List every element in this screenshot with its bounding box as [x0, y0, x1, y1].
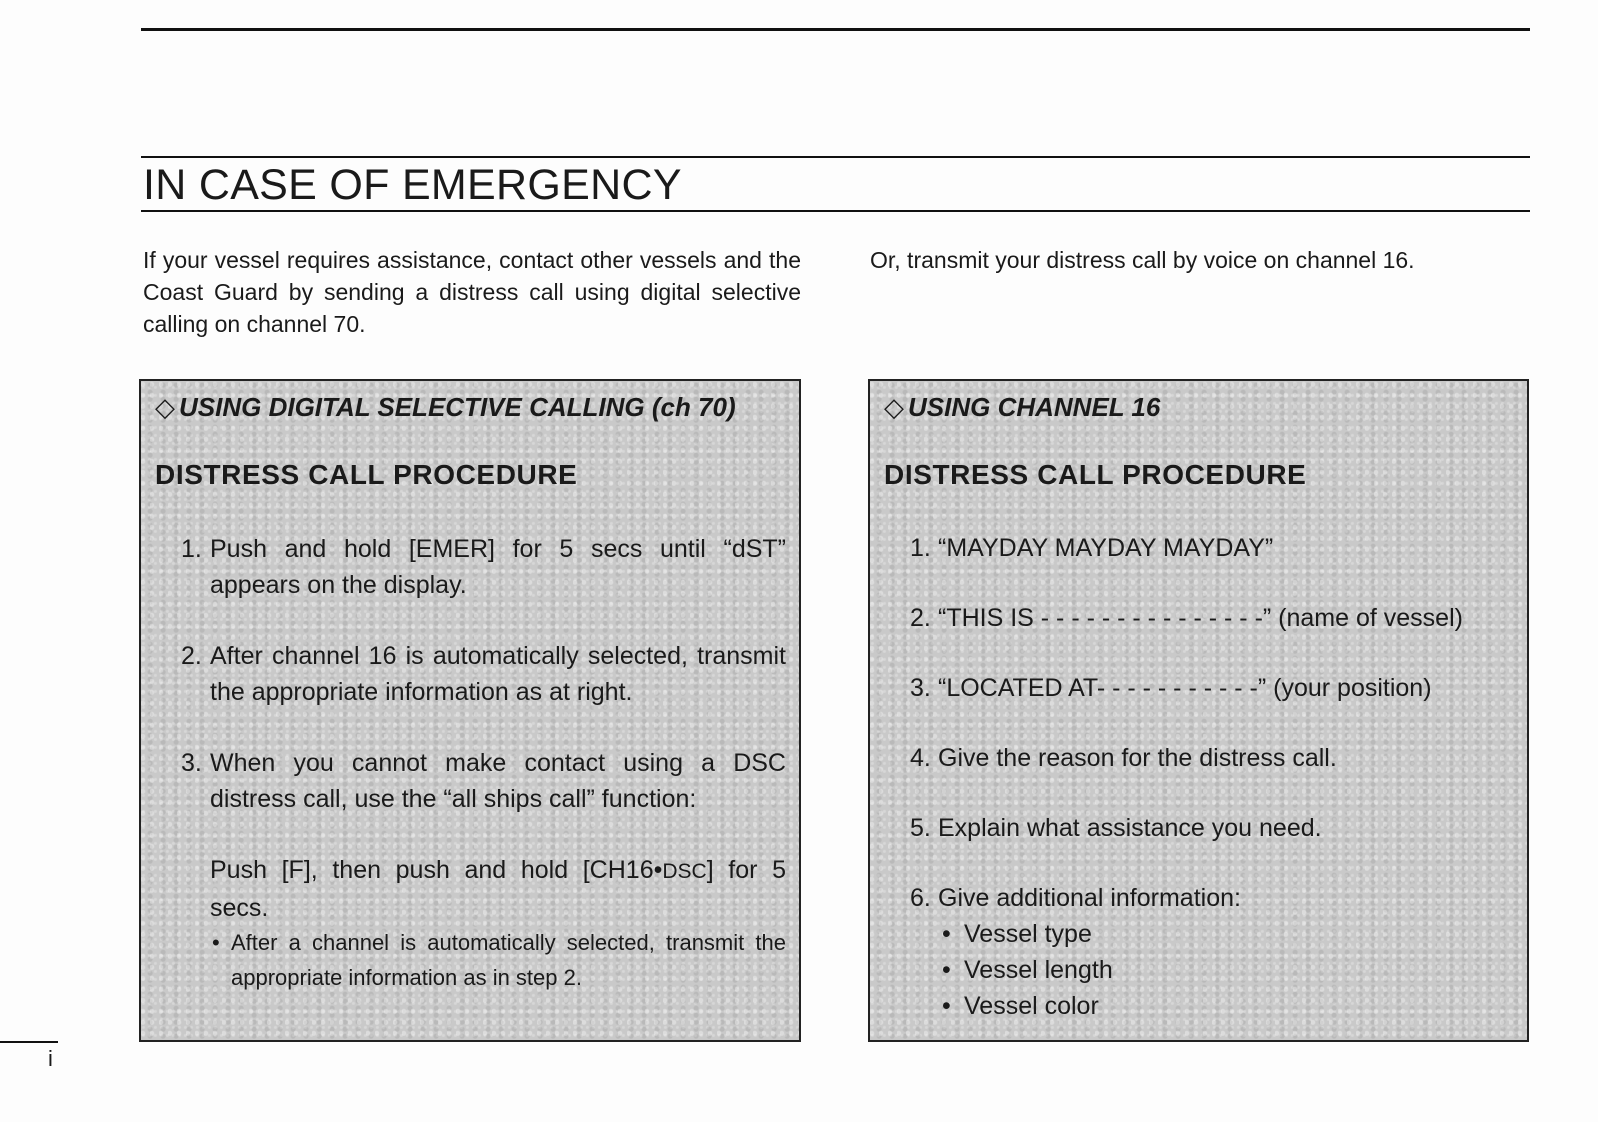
- step-number: 5.: [910, 814, 931, 842]
- intro-dsc-paragraph: If your vessel requires assistance, contact other vessels and the Coast Guard by sending a distress call using digital selective calling on channel 70.: [143, 247, 801, 337]
- step-text: Push and hold [EMER] for 5 secs until “dST” appears on the display.: [210, 535, 786, 599]
- step-number: 6.: [910, 884, 931, 912]
- step-text: “LOCATED AT- - - - - - - - - - -” (your position): [938, 674, 1432, 702]
- step-text: After channel 16 is automatically selected, transmit the appropriate information as at right.: [210, 642, 786, 706]
- push-text-end: ] for 5 secs.: [210, 856, 786, 922]
- step-text: “MAYDAY MAYDAY MAYDAY”: [938, 534, 1274, 562]
- page-number: i: [48, 1046, 53, 1071]
- channel16-procedure-box: [868, 379, 1529, 1042]
- all-ships-call-instruction: [210, 852, 786, 926]
- step-text: When you cannot make contact using a DSC distress call, use the “all ships call” function:: [210, 749, 786, 813]
- step-number: 4.: [910, 744, 931, 772]
- step-number: 2.: [910, 604, 931, 632]
- step-number: 1.: [910, 534, 931, 562]
- diamond-icon: ◇: [155, 392, 175, 422]
- dsc-note: [212, 925, 786, 995]
- push-text-start: Push [F], then push and hold [CH16•: [210, 856, 663, 884]
- note-text: After a channel is automatically selected, transmit the appropriate information as in step 2.: [231, 930, 786, 990]
- step-text: Explain what assistance you need.: [938, 814, 1322, 842]
- channel16-heading-text: USING CHANNEL 16: [908, 392, 1161, 422]
- step-number: 2.: [181, 642, 202, 670]
- list-item: • Vessel color: [942, 988, 1113, 1024]
- dsc-distress-subheading: DISTRESS CALL PROCEDURE: [155, 459, 578, 490]
- title-rule-top: [141, 156, 1530, 158]
- dsc-procedure-box: [139, 379, 801, 1042]
- page-title: IN CASE OF EMERGENCY: [143, 161, 682, 209]
- step-number: 3.: [910, 674, 931, 702]
- dsc-steps: [141, 381, 799, 1040]
- page-number-rule: [0, 1041, 58, 1043]
- push-text-dsc: DSC: [662, 860, 707, 883]
- list-item: • Vessel length: [942, 952, 1113, 988]
- step-text: Give the reason for the distress call.: [938, 744, 1337, 772]
- intro-channel16-paragraph: Or, transmit your distress call by voice on channel 16.: [870, 247, 1415, 273]
- step-text: “THIS IS - - - - - - - - - - - - - - -” (name of vessel): [938, 604, 1463, 632]
- channel16-steps: [870, 381, 1527, 1040]
- step-number: 3.: [181, 749, 202, 777]
- list-item: • Vessel type: [942, 916, 1113, 952]
- channel16-distress-subheading: DISTRESS CALL PROCEDURE: [884, 459, 1307, 490]
- top-rule: [141, 28, 1530, 31]
- additional-info-list: [942, 916, 1113, 1024]
- step-number: 1.: [181, 535, 202, 563]
- diamond-icon: ◇: [884, 392, 904, 422]
- step-text: Give additional information:: [938, 884, 1241, 912]
- dsc-heading-text: USING DIGITAL SELECTIVE CALLING (ch 70): [179, 392, 736, 422]
- bullet-icon: •: [212, 930, 220, 955]
- title-rule-bottom: [141, 210, 1530, 212]
